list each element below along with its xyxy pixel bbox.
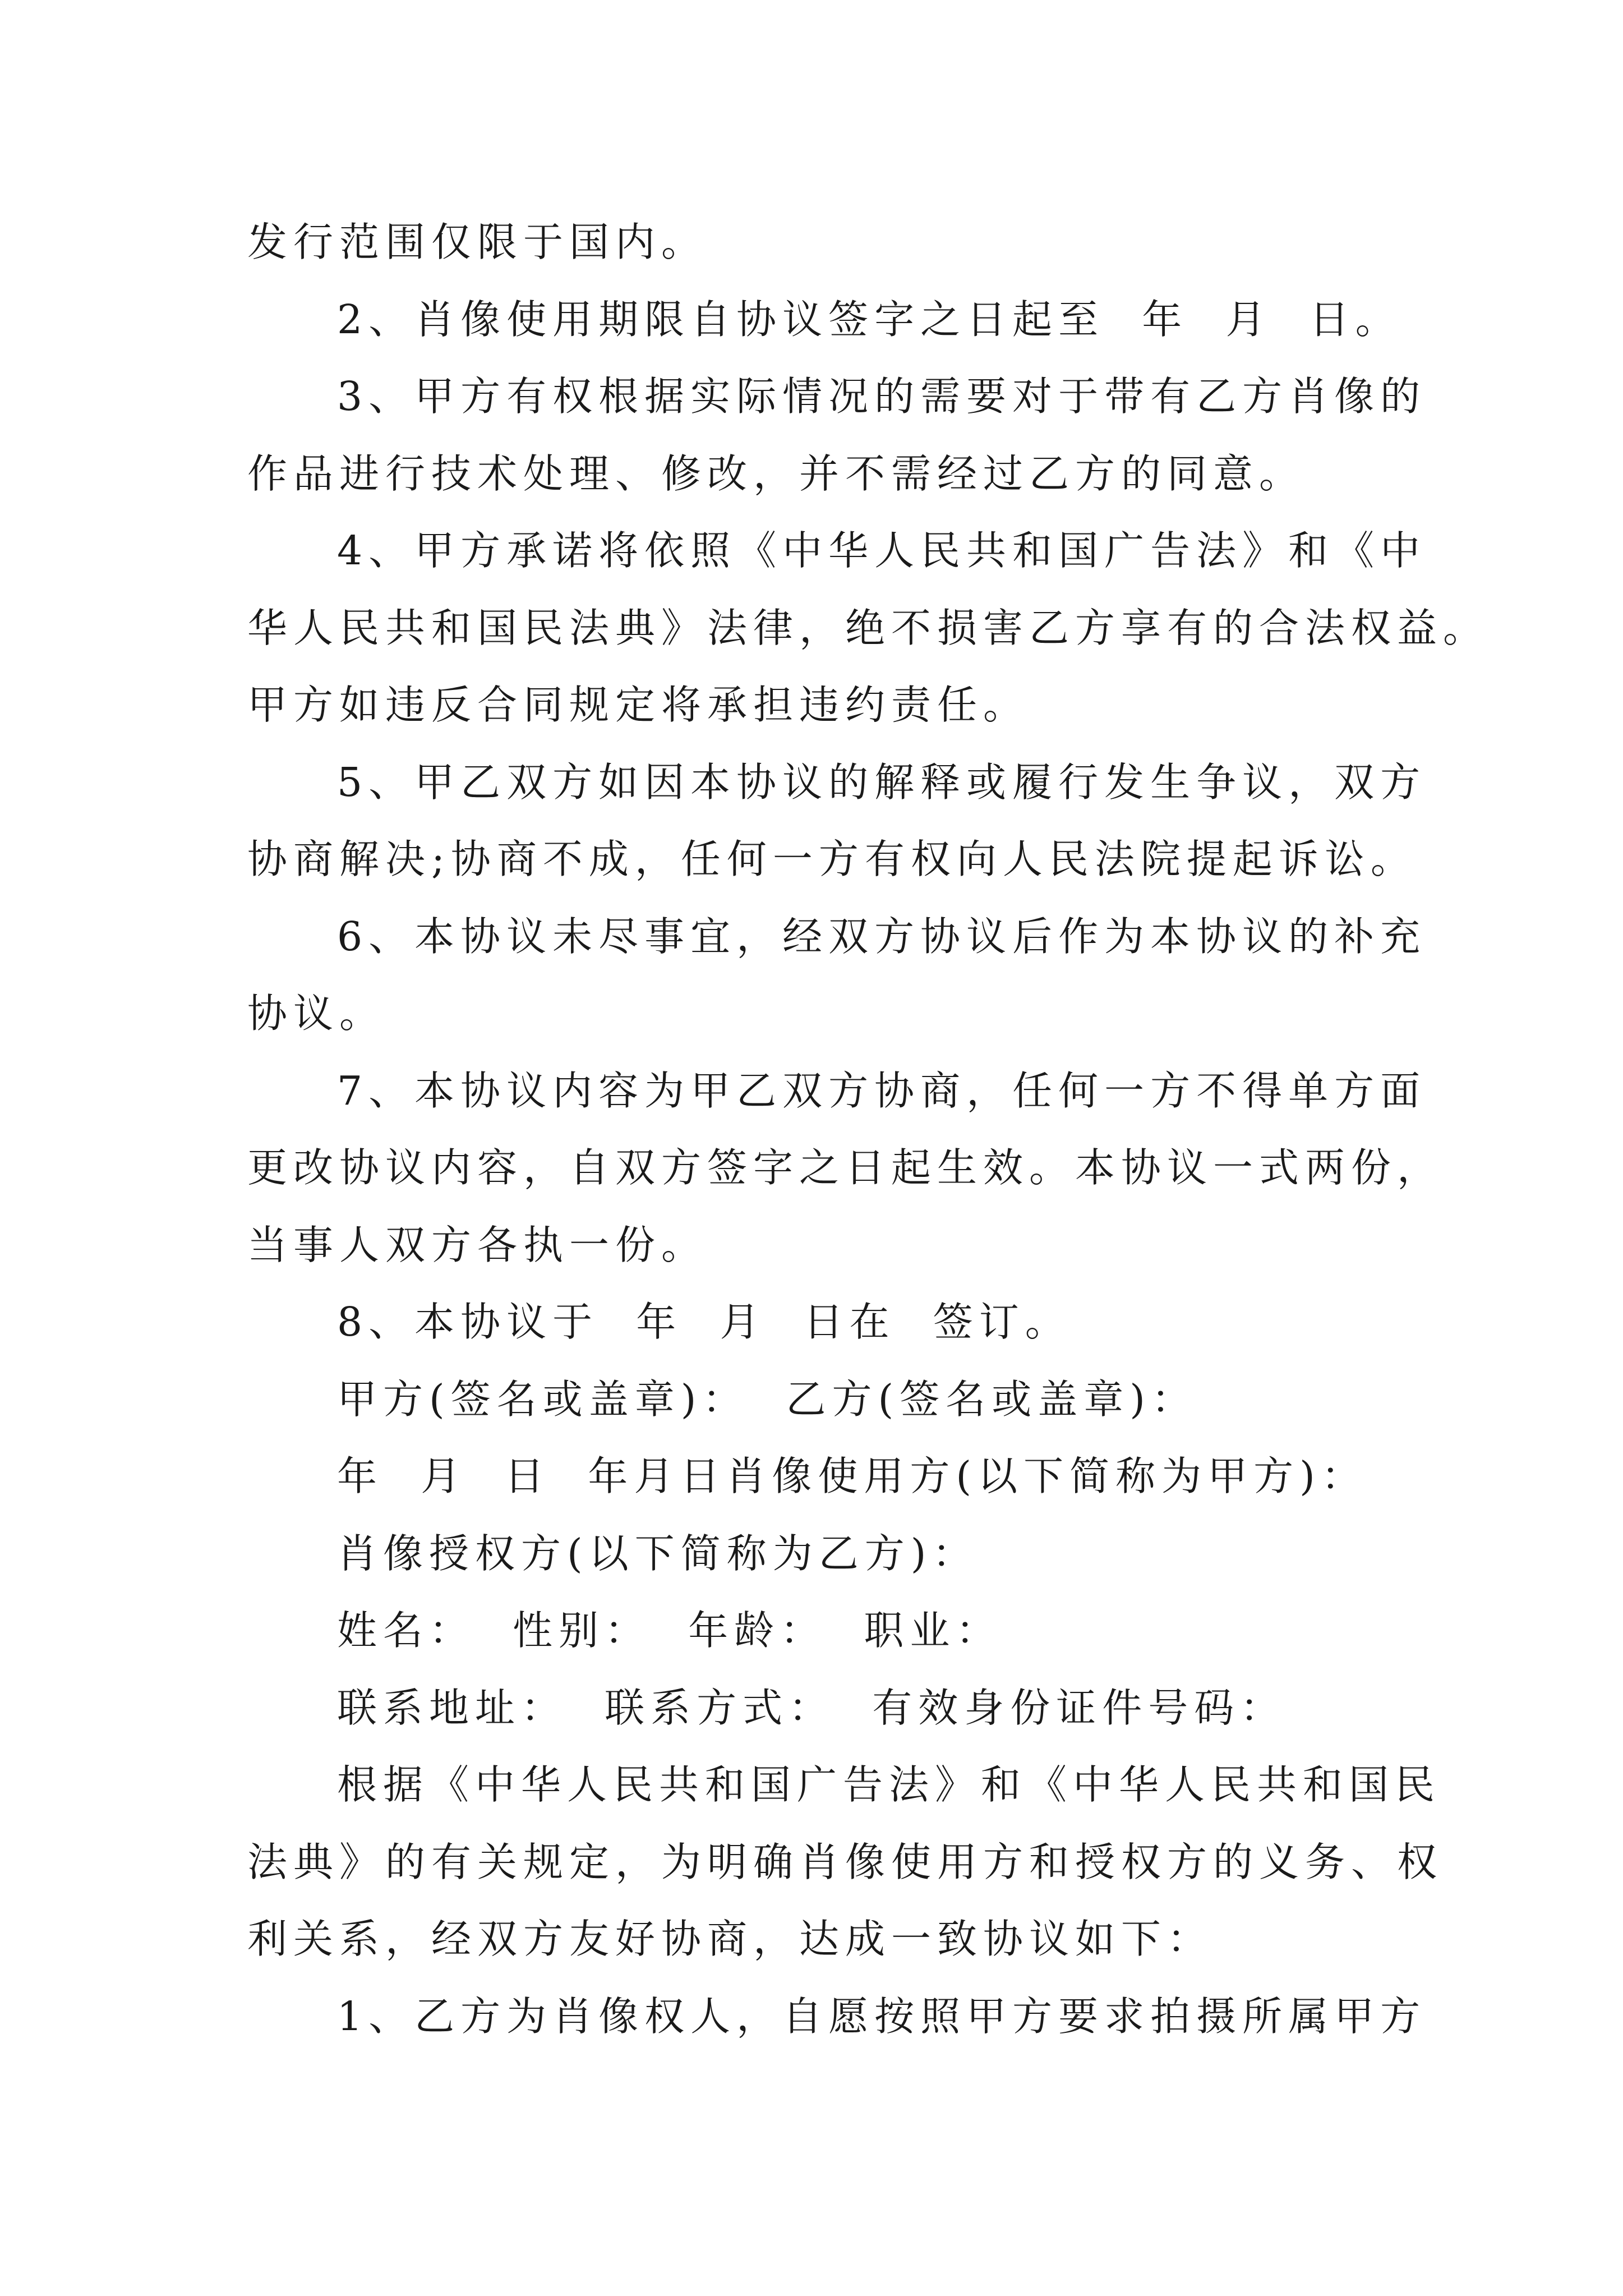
paragraph-line: 肖像授权方(以下简称为乙方)： [337, 1530, 979, 1577]
signature-line: 甲方(签名或盖章)： 乙方(签名或盖章)： [337, 1376, 1197, 1423]
paragraph-line: 更改协议内容，自双方签字之日起生效。本协议一式两份， [247, 1144, 1444, 1191]
paragraph-line: 根据《中华人民共和国广告法》和《中华人民共和国民 [337, 1761, 1441, 1808]
paragraph-line: 甲方如违反合同规定将承担违约责任。 [247, 682, 1030, 728]
paragraph-line: 6、本协议未尽事宜，经双方协议后作为本协议的补充 [337, 913, 1427, 960]
paragraph-line: 法典》的有关规定，为明确肖像使用方和授权方的义务、权 [247, 1839, 1444, 1885]
paragraph-line: 当事人双方各执一份。 [247, 1222, 708, 1268]
paragraph-line: 利关系，经双方友好协商，达成一致协议如下： [247, 1916, 1214, 1962]
paragraph-line: 华人民共和国民法典》法律，绝不损害乙方享有的合法权益。 [247, 605, 1490, 651]
paragraph-line: 发行范围仅限于国内。 [247, 219, 708, 265]
paragraph-line: 1、乙方为肖像权人，自愿按照甲方要求拍摄所属甲方 [337, 1993, 1427, 2040]
form-fields-line: 联系地址： 联系方式： 有效身份证件号码： [337, 1685, 1287, 1731]
paragraph-line: 协商解决;协商不成，任何一方有权向人民法院提起诉讼。 [247, 836, 1417, 882]
paragraph-line: 5、甲乙双方如因本协议的解释或履行发生争议，双方 [337, 759, 1427, 806]
form-fields-line: 姓名： 性别： 年龄： 职业： [337, 1607, 1002, 1654]
paragraph-line: 2、肖像使用期限自协议签字之日起至 年 月 日。 [337, 296, 1401, 343]
paragraph-line: 4、甲方承诺将依照《中华人民共和国广告法》和《中 [337, 527, 1427, 574]
paragraph-line: 作品进行技术处理、修改，并不需经过乙方的同意。 [247, 450, 1306, 497]
paragraph-line: 年 月 日 年月日肖像使用方(以下简称为甲方)： [337, 1453, 1367, 1499]
paragraph-line: 协议。 [247, 990, 386, 1037]
paragraph-line: 3、甲方有权根据实际情况的需要对于带有乙方肖像的 [337, 373, 1427, 420]
paragraph-line: 8、本协议于 年 月 日在 签订。 [337, 1299, 1071, 1345]
paragraph-line: 7、本协议内容为甲乙双方协商，任何一方不得单方面 [337, 1068, 1427, 1114]
